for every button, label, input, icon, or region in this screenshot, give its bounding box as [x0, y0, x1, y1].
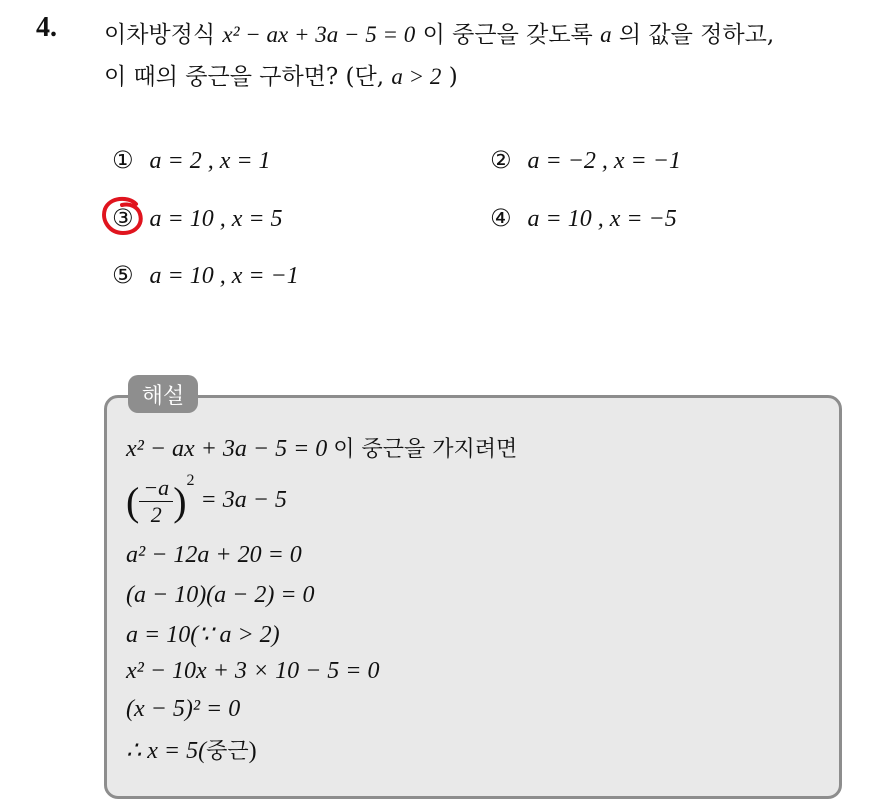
fraction-numerator: −a — [139, 475, 173, 502]
solution-label: 해설 — [128, 375, 198, 413]
fraction-denominator: 2 — [150, 501, 162, 527]
solution-line-2: ( $\frac{-a}{2}$ )$^2$ = 3a − 5 — [126, 472, 287, 527]
solution-line-4: (a − 10)(a − 2) = 0 — [126, 582, 315, 608]
question-line2-end: ) — [448, 64, 458, 90]
choice-3-number: ③ — [112, 204, 134, 232]
question-condition: a > 2 — [391, 64, 442, 89]
solution-line-1-math: x² − ax + 3a − 5 = 0 — [126, 436, 328, 462]
question-line2: 이 때의 중근을 구하면? (단, — [104, 64, 385, 90]
solution-line-8-math: ∴ x = 5( — [126, 738, 207, 764]
choice-4-text: a = 10 , x = −5 — [527, 206, 677, 232]
choice-5[interactable] — [112, 261, 299, 290]
solution-line-8-end: ) — [248, 738, 257, 764]
choice-2-number: ② — [490, 146, 512, 174]
solution-fraction — [139, 475, 173, 528]
question-end: 의 값을 정하고, — [618, 22, 775, 48]
solution-line-5: a = 10(∵ a > 2) — [126, 622, 280, 648]
question-prefix: 이차방정식 — [104, 22, 216, 48]
choice-2-text: a = −2 , x = −1 — [527, 148, 681, 174]
solution-line-1-text: 이 중근을 가지려면 — [333, 437, 518, 462]
question-number: 4. — [36, 12, 57, 43]
choice-1[interactable] — [112, 146, 271, 175]
question-equation: x² − ax + 3a − 5 = 0 — [222, 22, 416, 47]
solution-line-7: (x − 5)² = 0 — [126, 696, 241, 722]
question-suffix: 이 중근을 갖도록 — [422, 22, 593, 48]
choice-2[interactable] — [490, 146, 681, 175]
solution-line-8 — [126, 734, 257, 765]
answer-mark-icon — [100, 194, 146, 238]
choice-5-text: a = 10 , x = −1 — [149, 263, 299, 289]
choice-5-number: ⑤ — [112, 261, 134, 289]
solution-line-1 — [126, 432, 517, 463]
question-text — [104, 14, 874, 98]
choice-3-text: a = 10 , x = 5 — [149, 206, 283, 232]
solution-line-2-rest: = 3a − 5 — [200, 487, 287, 513]
choice-4-number: ④ — [490, 204, 512, 232]
question-var-a: a — [600, 22, 612, 47]
solution-line-3: a² − 12a + 20 = 0 — [126, 542, 302, 568]
solution-line-6: x² − 10x + 3 × 10 − 5 = 0 — [126, 658, 380, 684]
choice-4[interactable] — [490, 204, 677, 233]
solution-line-8-text: 중근 — [206, 739, 249, 764]
choice-1-text: a = 2 , x = 1 — [149, 148, 271, 174]
choice-1-number: ① — [112, 146, 134, 174]
